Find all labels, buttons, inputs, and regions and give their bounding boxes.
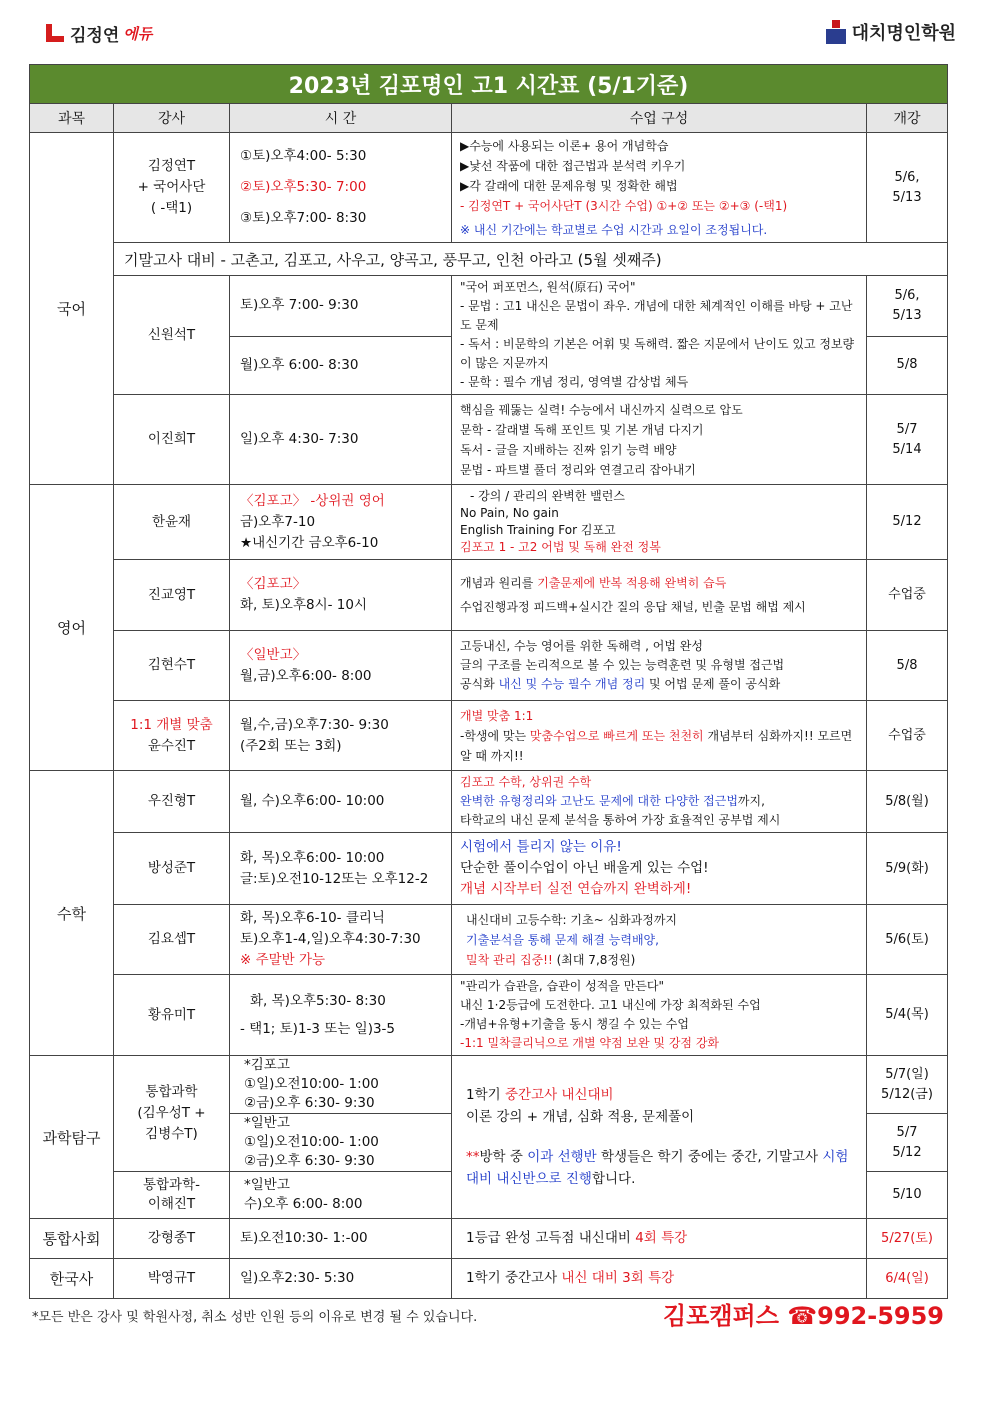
content-cell: 고등내신, 수능 영어를 위한 독해력 , 어법 완성 글의 구조를 논리적으로 볼 수 있는 능력훈련 및 유형별 접근법 공식화 내신 및 수능 필수 개념 정리 및 어법 문제 풀이 공식화: [452, 631, 867, 701]
content-cell: 개념과 원리를 기출문제에 반복 적용해 완벽히 습득 수업진행과정 피드백+실시간 질의 응답 채널, 빈출 문법 해법 제시: [452, 560, 867, 631]
daechi-myungin-logo: [826, 18, 956, 46]
teacher-cell: 황유미T: [114, 975, 230, 1056]
time-cell: 토)오후 7:00- 9:30: [230, 276, 452, 337]
teacher-cell: 김현수T: [114, 631, 230, 701]
teacher-cell: 방성준T: [114, 833, 230, 905]
teacher-cell: 통합과학- 이해진T: [114, 1172, 230, 1219]
table-row: [30, 905, 948, 975]
table-row: [30, 1056, 948, 1114]
subject-cell: 통합사회: [30, 1219, 114, 1259]
page-title: 2023년 김포명인 고1 시간표 (5/1기준): [30, 65, 948, 104]
open-date: 5/8: [867, 336, 948, 394]
time-cell: 화, 목)오후6-10- 클리닉 토)오후1-4,일)오후4:30-7:30 ※ 주말반 가능: [230, 905, 452, 975]
teacher-cell: 통합과학 (김우성T + 김병수T): [114, 1056, 230, 1172]
table-row: [30, 243, 948, 276]
logo-right-name: 대치명인학원: [851, 23, 956, 44]
teacher-cell: 김요셉T: [114, 905, 230, 975]
content-cell: 1등급 완성 고득점 내신대비 4회 특강: [452, 1219, 867, 1259]
content-cell: 김포고 수학, 상위권 수학 완벽한 유형정리와 고난도 문제에 대한 다양한 접근법까지, 타학교의 내신 문제 분석을 통하여 가장 효율적인 공부법 제시: [452, 771, 867, 833]
teacher-cell: 신원석T: [114, 276, 230, 395]
open-date: 수업중: [867, 701, 948, 771]
open-date: 5/4(목): [867, 975, 948, 1056]
content-cell: 시험에서 틀리지 않는 이유! 단순한 풀이수업이 아닌 배울게 있는 수업! 개념 시작부터 실전 연습까지 완벽하게!: [452, 833, 867, 905]
time-cell: 〈김포고〉 -상위권 영어 금)오후7-10 ★내신기간 금오후6-10: [230, 485, 452, 560]
content-cell: 개별 맞춤 1:1 -학생에 맞는 맞춤수업으로 빠르게 또는 천천히 개념부터 심화까지!! 모르면 알 때 까지!!: [452, 701, 867, 771]
open-date: 5/6(토): [867, 905, 948, 975]
open-date: 5/6, 5/13: [867, 133, 948, 243]
time-cell: 〈일반고〉 월,금)오후6:00- 8:00: [230, 631, 452, 701]
open-date: 5/8(월): [867, 771, 948, 833]
time-cell: 일)오후 4:30- 7:30: [230, 395, 452, 485]
table-row: [30, 560, 948, 631]
logo-left-name: 김정연: [70, 25, 120, 46]
teacher-cell: 강형종T: [114, 1219, 230, 1259]
time-cell: 월, 수)오후6:00- 10:00: [230, 771, 452, 833]
content-cell: "관리가 습관을, 습관이 성적을 만든다" 내신 1·2등급에 도전한다. 고1 내신에 가장 최적화된 수업 -개념+유형+기출을 동시 챙길 수 있는 수업 -1:1 밀착클리닉으로 개별 약점 보완 및 강점 강화: [452, 975, 867, 1056]
subject-cell: 한국사: [30, 1259, 114, 1299]
time-cell: 화, 목)오후6:00- 10:00 글:토)오전10-12또는 오후12-2: [230, 833, 452, 905]
campus-contact: 김포캠퍼스 ☎992-5959: [662, 1302, 944, 1330]
time-cell: 월)오후 6:00- 8:30: [230, 336, 452, 394]
content-cell: 핵심을 꿰뚫는 실력! 수능에서 내신까지 실력으로 압도 문학 - 갈래별 독해 포인트 및 기본 개념 다지기 독서 - 글을 지배하는 진짜 읽기 능력 배양 문법 - 파트별 풀더 정리와 연결고리 잡아내기: [452, 395, 867, 485]
time-cell: ①토)오후4:00- 5:30 ②토)오후5:30- 7:00 ③토)오후7:00- 8:30: [230, 133, 452, 243]
table-row: [30, 975, 948, 1056]
subject-cell: 국어: [30, 133, 114, 485]
table-row: [30, 395, 948, 485]
open-date: 5/7 5/12: [867, 1114, 948, 1172]
subject-cell: 영어: [30, 485, 114, 771]
timetable: [29, 64, 948, 1299]
time-cell: 일)오후2:30- 5:30: [230, 1259, 452, 1299]
table-row: [30, 133, 948, 243]
open-date: 5/12: [867, 485, 948, 560]
open-date: 5/10: [867, 1172, 948, 1219]
content-cell: ▶수능에 사용되는 이론+ 용어 개념학습 ▶낯선 작품에 대한 접근법과 분석력 키우기 ▶각 갈래에 대한 문제유형 및 정확한 해법 - 김정연T + 국어사단T (3시간 수업) ①+② 또는 ②+③ (-택1) ※ 내신 기간에는 학교별로 수업 시간과 요일이 조정됩니다.: [452, 133, 867, 243]
content-cell: 1학기 중간고사 내신 대비 3회 특강: [452, 1259, 867, 1299]
open-date: 5/6, 5/13: [867, 276, 948, 337]
teacher-cell: 1:1 개별 맞춤 윤수진T: [114, 701, 230, 771]
time-cell: 화, 목)오후5:30- 8:30 - 택1; 토)1-3 또는 일)3-5: [230, 975, 452, 1056]
open-date: 5/7(일) 5/12(금): [867, 1056, 948, 1114]
col-time: 시 간: [230, 104, 452, 133]
subject-cell: 수학: [30, 771, 114, 1056]
table-row: [30, 701, 948, 771]
col-teacher: 강사: [114, 104, 230, 133]
teacher-cell: 한윤재: [114, 485, 230, 560]
time-cell: 토)오전10:30- 1:-00: [230, 1219, 452, 1259]
content-cell: "국어 퍼포먼스, 원석(原石) 국어" - 문법 : 고1 내신은 문법이 좌우. 개념에 대한 체계적인 이해를 바탕 + 고난도 문제 - 독서 : 비문학의 기본은 어휘 및 독해력. 짧은 지문에서 난이도 있고 정보량이 많은 지문까지 - 문학 : 필수 개념 정리, 영역별 감상법 체득: [452, 276, 867, 395]
content-cell: 1학기 중간고사 내신대비 이론 강의 + 개념, 심화 적용, 문제풀이 **방학 중 이과 선행반 학생들은 학기 중에는 중간, 기말고사 시험대비 내신반으로 진행합니다.: [452, 1056, 867, 1219]
teacher-cell: 김정연T + 국어사단 ( -택1): [114, 133, 230, 243]
logo-mark-icon: [44, 22, 66, 44]
col-subject: 과목: [30, 104, 114, 133]
content-cell: 내신대비 고등수학: 기초~ 심화과정까지 기출분석을 통해 문제 해결 능력배양, 밀착 관리 집중!! (최대 7,8정원): [452, 905, 867, 975]
logo-left-sub: 에듀: [123, 24, 153, 43]
time-cell: *김포고 ①일)오전10:00- 1:00 ②금)오후 6:30- 9:30: [230, 1056, 452, 1114]
exam-notice: 기말고사 대비 - 고촌고, 김포고, 사우고, 양곡고, 풍무고, 인천 아라고 (5월 셋째주): [114, 243, 948, 276]
table-row: [30, 1219, 948, 1259]
teacher-cell: 이진희T: [114, 395, 230, 485]
open-date: 5/7 5/14: [867, 395, 948, 485]
table-row: [30, 833, 948, 905]
open-date: 5/9(화): [867, 833, 948, 905]
content-cell: - 강의 / 관리의 완벽한 밸런스 No Pain, No gain English Training For 김포고 김포고 1 - 고2 어법 및 독해 완전 정복: [452, 485, 867, 560]
table-row: [30, 485, 948, 560]
open-date: 5/8: [867, 631, 948, 701]
teacher-cell: 진교영T: [114, 560, 230, 631]
kimjungyeon-logo: [44, 20, 152, 46]
teacher-cell: 우진형T: [114, 771, 230, 833]
table-row: [30, 1259, 948, 1299]
table-row: [30, 771, 948, 833]
col-open: 개강: [867, 104, 948, 133]
time-cell: 〈김포고〉 화, 토)오후8시- 10시: [230, 560, 452, 631]
open-date: 6/4(일): [867, 1259, 948, 1299]
open-date: 수업중: [867, 560, 948, 631]
footer-note: *모든 반은 강사 및 학원사정, 취소 성반 인원 등의 이유로 변경 될 수 있습니다.: [32, 1310, 478, 1325]
time-cell: 월,수,금)오후7:30- 9:30 (주2회 또는 3회): [230, 701, 452, 771]
subject-cell: 과학탐구: [30, 1056, 114, 1219]
table-row: [30, 631, 948, 701]
open-date: 5/27(토): [867, 1219, 948, 1259]
header-row: [30, 104, 948, 133]
col-content: 수업 구성: [452, 104, 867, 133]
academy-logo-icon: [826, 20, 846, 44]
time-cell: *일반고 수)오후 6:00- 8:00: [230, 1172, 452, 1219]
teacher-cell: 박영규T: [114, 1259, 230, 1299]
time-cell: *일반고 ①일)오전10:00- 1:00 ②금)오후 6:30- 9:30: [230, 1114, 452, 1172]
table-row: [30, 276, 948, 337]
